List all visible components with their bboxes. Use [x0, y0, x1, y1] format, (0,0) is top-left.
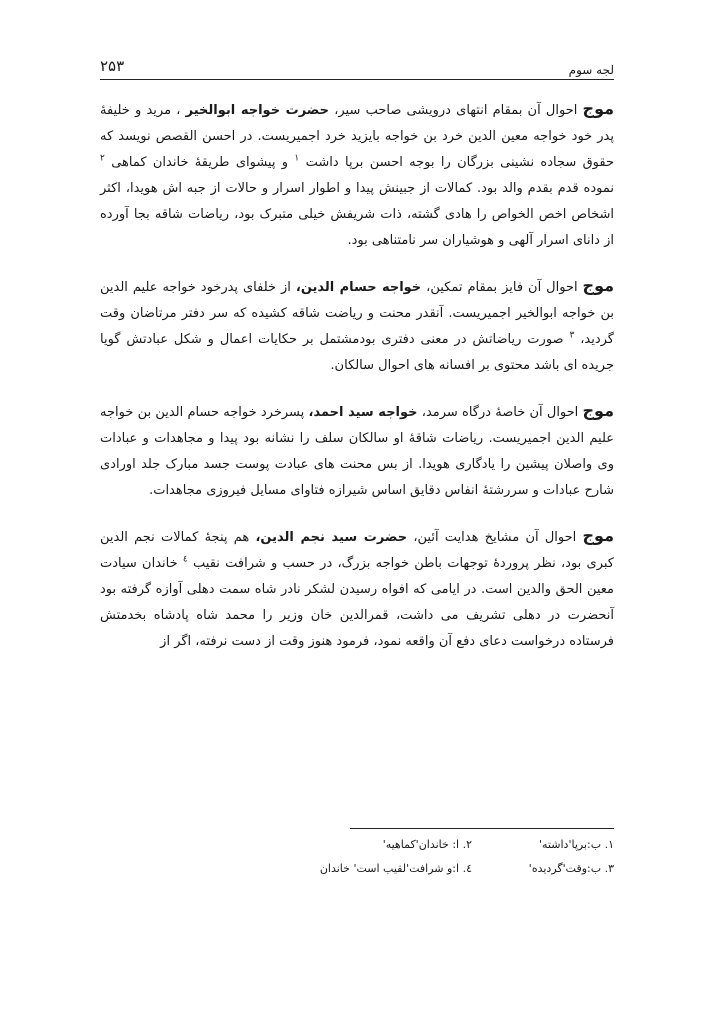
footnotes: [100, 838, 614, 886]
paragraph-text: نموده قدم بقدم والد بود. کمالات از جبینش پیدا و اطوار اسرار و حالات از جبه اش هویدا، اکثر اشخاص اخص الخواص را هادی گشته، ذات شریفش خیلی متبرک بود، ریاضات شاقه بجا آورده از دانای اسرار آلهی و هوشیاران سر نامتناهی بود.: [100, 181, 614, 248]
paragraph-husamuddin: [100, 273, 614, 379]
page-number: ۲۵۳: [100, 57, 125, 75]
paragraph-label: موج: [582, 99, 614, 118]
footnote-item: ۳. ب:وقت'گردیده': [528, 862, 614, 875]
footnote-divider: [350, 828, 614, 829]
paragraph-text: هم پنجهٔ کمالات نجم الدین کبری بود، نظر پروردهٔ توجهات باطن خواجه بزرگ، در حسب و شرافت نقیب: [100, 530, 614, 571]
paragraph-label: موج: [582, 526, 614, 545]
saint-name: حضرت خواجه ابوالخیر: [185, 103, 329, 118]
paragraph-najmuddin: [100, 523, 614, 655]
footnote-marker: ۳: [569, 330, 575, 341]
footnote-marker: ٤: [182, 554, 188, 565]
paragraph-abulkhair: [100, 96, 614, 254]
saint-name: خواجه سید احمد،: [308, 405, 418, 420]
footnote-row: [100, 862, 614, 886]
chapter-title: لجه سوم: [568, 63, 614, 77]
saint-name: حضرت سید نجم الدین،: [255, 530, 408, 545]
paragraph-text: از خلفای پدرخود خواجه علیم الدین بن خواجه ابوالخیر اجمیریست. آنقدر محنت و ریاضت شاقه کشیده که سر دفتر مرتاضان وقت گردید،: [100, 280, 614, 347]
paragraph-text: احوال آن فایز بمقام تمکین،: [426, 280, 578, 295]
paragraph-text: احوال آن بمقام انتهای درویشی صاحب سیر،: [334, 103, 578, 118]
paragraph-text: خاندان سیادت معین الحق والدین است. در ایامی که افواه رسیدن لشکر نادر شاه سمت دهلی آوازه گرفته بود آنحضرت در دهلی تشریف می داشت، قمرالدین خان وزیر را محمد شاه پادشاه بخدمتش فرستاده درخواست دعای دفع آن واقعه نمود، فرمود هنوز وقت از دست نرفته، اگر از: [100, 556, 614, 649]
footnote-marker: ۱: [294, 153, 300, 164]
paragraph-label: موج: [582, 401, 614, 420]
paragraph-syed-ahmad: [100, 398, 614, 504]
footnote-item: ۲. ا: خاندان'کماهیه': [382, 838, 472, 851]
saint-name: خواجه حسام الدین،: [295, 280, 422, 295]
page-header: [100, 55, 614, 79]
main-text: [100, 96, 614, 674]
paragraph-text: احوال آن مشایخ هدایت آئین،: [413, 530, 577, 545]
paragraph-text: ، مرید و خلیفهٔ پدر خود خواجه معین الدین خرد بن خواجه بایزید خرد اجمیریست. در احسن القصص نویسد که حقوق سجاده نشینی بزرگان را بوجه احسن برپا داشت: [100, 103, 614, 170]
paragraph-text: صورت ریاضاتش در معنی دفتری بودمشتمل بر حکایات اعمال و شکل عبادتش گویا جریده ای باشد محتوی بر افسانه های احوال سالکان.: [100, 332, 614, 373]
footnote-row: [100, 838, 614, 862]
footnote-item: ٤. ا:و شرافت'لقیب است' خاندان: [319, 862, 472, 875]
paragraph-label: موج: [582, 276, 615, 295]
paragraph-text: احوال آن خاصهٔ درگاه سرمد،: [421, 405, 579, 420]
header-divider: [100, 79, 614, 80]
paragraph-text: و پیشوای طریقهٔ خاندان کماهی: [111, 155, 289, 170]
footnote-item: ۱. ب:برپا'داشته': [539, 838, 614, 851]
paragraph-text: پسرخرد خواجه حسام الدین بن خواجه علیم الدین اجمیریست. ریاضات شاقهٔ او سالکان سلف را نشانه بود پیدا و مجاهدات و عبادات وی واصلان پیشین را یادگاری هویدا. از بس محنت های عبادت پوست جسد مبارک جلد اورادی شارح عبادات و سررشتهٔ انفاس دقایق اساس شیرازه فتاوای مسایل فیروزی مجاهدات.: [100, 405, 614, 498]
footnote-marker: ۲: [100, 153, 105, 164]
